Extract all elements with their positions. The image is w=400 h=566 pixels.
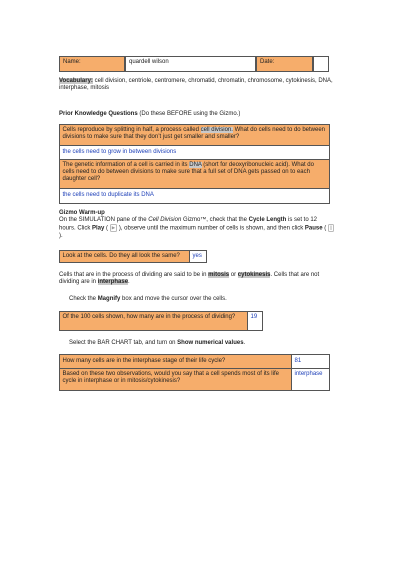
cytokinesis-term: cytokinesis: [237, 272, 271, 278]
vocabulary-label: Vocabulary:: [59, 78, 93, 84]
question-1: [60, 125, 329, 146]
mitosis-text-b: or: [229, 272, 238, 278]
answer-1-text: the cells need to grow in between divisions: [62, 149, 177, 155]
answer-3-field[interactable]: [190, 251, 206, 262]
answer-6-field[interactable]: [292, 369, 329, 390]
question-5: [60, 355, 292, 369]
mitosis-text-a: Cells that are in the process of dividing are said to be in: [59, 272, 209, 278]
date-field[interactable]: [313, 56, 329, 72]
question-5-text: How many cells are in the interphase stage of their life cycle?: [62, 357, 226, 364]
magnify-instruction: [69, 296, 329, 303]
answer-6-text: interphase: [294, 370, 323, 377]
bar-chart-text-a: Select the BAR CHART tab, and turn on: [69, 340, 178, 346]
prior-heading-text: Prior Knowledge Questions: [59, 111, 138, 117]
show-numerical-values-term: Show numerical values: [177, 340, 244, 346]
warmup-text-c: is set to 12 hours. Click: [59, 217, 318, 232]
date-label-cell: [256, 56, 313, 72]
question-2: [60, 160, 329, 189]
question-4-text: Of the 100 cells shown, how many are in the process of dividing?: [62, 313, 236, 320]
warmup-instructions: [59, 217, 335, 241]
play-term: Play: [92, 225, 105, 232]
name-field[interactable]: [125, 56, 256, 72]
question-2-term: DNA: [189, 161, 202, 168]
gizmo-name: Cell Division: [148, 217, 182, 223]
warmup-text-f: (: [322, 225, 328, 232]
mitosis-paragraph: [59, 272, 335, 287]
answer-2-text: the cells need to duplicate its DNA: [62, 192, 154, 198]
magnify-term: Magnify: [97, 296, 121, 302]
interphase-term: interphase: [97, 279, 129, 286]
question-6-text: Based on these two observations, would you say that a cell spends most of its life cycle in interphase or in mitosis/cytokinesis?: [62, 370, 279, 384]
name-label: Name:: [63, 59, 81, 65]
question-1-term: cell division.: [200, 126, 233, 133]
answer-3-text: yes: [192, 253, 202, 259]
answer-4-field[interactable]: [248, 312, 262, 330]
question-2-text-b: (short for deoxyribonucleic acid). What do cells need to do between divisions to make sure that a full set of DNA gets passed on to each daughter cell?: [62, 161, 314, 183]
question-4: [60, 312, 248, 330]
cycle-length-term: Cycle Length: [248, 217, 287, 223]
play-icon: ▶: [111, 225, 116, 231]
name-value: quardell wilson: [129, 59, 169, 65]
answer-1-field[interactable]: [60, 146, 329, 160]
pause-icon: ||: [329, 225, 333, 231]
question-6: [60, 369, 292, 390]
prior-heading-note: (Do these BEFORE using the Gizmo.): [139, 111, 241, 117]
mitosis-term: mitosis: [208, 272, 230, 278]
magnify-text-a: Check the: [69, 296, 98, 302]
question-1-text-a: Cells reproduce by splitting in half, a process called: [62, 126, 201, 133]
bar-chart-text-b: .: [243, 340, 246, 346]
question-3: [60, 251, 190, 262]
mitosis-text-c: . Cells that are not dividing are in: [59, 272, 320, 286]
question-1-text-b: What do cells need to do between divisions to make sure that they don’t just get smaller and smaller?: [62, 126, 325, 140]
answer-2-field[interactable]: [60, 189, 329, 203]
answer-5-text: 81: [294, 357, 302, 364]
interphase-questions-table: [59, 354, 330, 391]
question-3-text: Look at the cells. Do they all look the same?: [62, 253, 180, 259]
mitosis-text-d: .: [128, 279, 130, 286]
name-label-cell: [59, 56, 125, 72]
answer-5-field[interactable]: [292, 355, 329, 369]
vocabulary-list: cell division, centriole, centromere, chromatid, chromatin, chromosome, cytokinesis, DNA, interphase, mitosis: [59, 78, 333, 92]
magnify-text-b: box and move the cursor over the cells.: [120, 296, 227, 302]
warmup-heading: Gizmo Warm-up: [59, 210, 105, 216]
answer-4-text: 19: [250, 313, 258, 320]
warmup-text-g: ).: [59, 233, 63, 240]
prior-questions-table: [59, 124, 330, 204]
warmup-text-b: Gizmo™, check that the: [181, 217, 249, 223]
warmup-text-d: (: [104, 225, 110, 232]
question-3-row: [59, 250, 207, 263]
vocabulary-line: [59, 78, 335, 93]
warmup-text-e: ), observe until the maximum number of cells is shown, and then click: [117, 225, 305, 232]
pause-term: Pause: [304, 225, 323, 232]
question-4-row: [59, 311, 263, 331]
bar-chart-instruction: [69, 340, 329, 347]
prior-knowledge-heading: [59, 111, 339, 118]
warmup-text-a: On the SIMULATION pane of the: [59, 217, 149, 223]
date-label: Date:: [260, 59, 275, 65]
question-2-text-a: The genetic information of a cell is carried in its: [62, 161, 190, 168]
